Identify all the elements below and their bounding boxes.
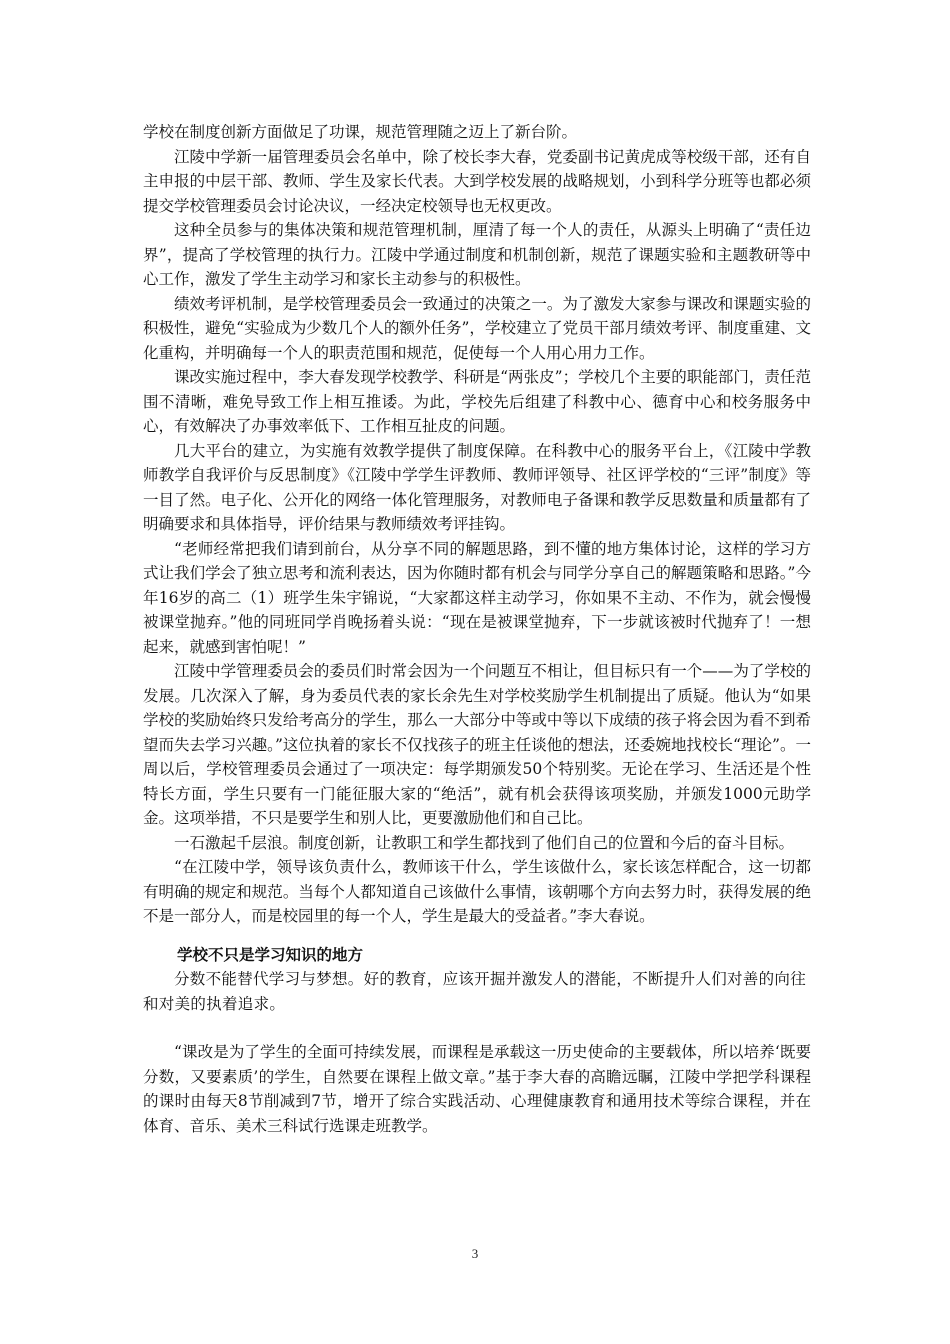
paragraph-3: 这种全员参与的集体决策和规范管理机制，厘清了每一个人的责任，从源头上明确了“责任边界”，提高了学校管理的执行力。江陵中学通过制度和机制创新，规范了课题实验和主题教研等中心工作，激发了学生主动学习和家长主动参与的积极性。 [143, 221, 811, 288]
section-heading: 学校不只是学习知识的地方 [177, 944, 364, 964]
section-spacer [143, 929, 811, 943]
paragraph-8: 江陵中学管理委员会的委员们时常会因为一个问题互不相让，但目标只有一个——为了学校的发展。几次深入了解，身为委员代表的家长余先生对学校奖励学生机制提出了质疑。他认为“如果学校的奖励始终只发给考高分的学生，那么一大部分中等或中等以下成绩的孩子将会因为看不到希望而失去学习兴趣。”这位执着的家长不仅找孩子的班主任谈他的想法，还委婉地找校长“理论”。一周以后，学校管理委员会通过了一项决定：每学期颁发50个特别奖。无论在学习、生活还是个性特长方面，学生只要有一门能征服大家的“绝活”，就有机会获得该项奖励，并颁发1000元助学金。这项举措，不只是要学生和别人比，更要激励他们和自己比。 [143, 662, 811, 827]
document-page [143, 120, 811, 1138]
paragraph-11: “课改是为了学生的全面可持续发展，而课程是承载这一历史使命的主要载体，所以培养‘既要分数，又要素质’的学生，自然要在课程上做文章。”基于李大春的高瞻远瞩，江陵中学把学科课程的课时由每天8节削减到7节，增开了综合实践活动、心理健康教育和通用技术等综合课程，并在体育、音乐、美术三科试行选课走班教学。 [143, 1043, 811, 1135]
paragraph-7: “老师经常把我们请到前台，从分享不同的解题思路，到不懂的地方集体讨论，这样的学习方式让我们学会了独立思考和流利表达，因为你随时都有机会与同学分享自己的解题策略和思路。”今年16岁的高二（1）班学生朱宇锦说，“大家都这样主动学习，你如果不主动、不作为，就会慢慢被课堂抛弃。”他的同班同学肖晚扬着头说：“现在是被课堂抛弃，下一步就该被时代抛弃了！一想起来，就感到害怕呢！” [143, 539, 811, 656]
paragraph-4: 绩效考评机制，是学校管理委员会一致通过的决策之一。为了激发大家参与课改和课题实验的积极性，避免“实验成为少数几个人的额外任务”，学校建立了党员干部月绩效考评、制度重建、文化重构，并明确每一个人的职责范围和规范，促使每一个人用心用力工作。 [143, 294, 811, 362]
section-intro: 分数不能替代学习与梦想。好的教育，应该开掘并激发人的潜能，不断提升人们对善的向往和对美的执着追求。 [143, 970, 807, 1013]
paragraph-2: 江陵中学新一届管理委员会名单中，除了校长李大春，党委副书记黄虎成等校级干部，还有自主申报的中层干部、教师、学生及家长代表。大到学校发展的战略规划，小到科学分班等也都必须提交学校管理委员会讨论决议，一经决定校领导也无权更改。 [143, 147, 811, 215]
paragraph-10: “在江陵中学，领导该负责什么，教师该干什么，学生该做什么，家长该怎样配合，这一切都有明确的规定和规范。当每个人都知道自己该做什么事情，该朝哪个方向去努力时，获得发展的绝不是一部分人，而是校园里的每一个人，学生是最大的受益者。”李大春说。 [143, 858, 811, 925]
paragraph-9: 一石激起千层浪。制度创新，让教职工和学生都找到了他们自己的位置和今后的奋斗目标。 [174, 833, 795, 852]
blank-line [143, 1016, 811, 1040]
paragraph-5: 课改实施过程中，李大春发现学校教学、科研是“两张皮”；学校几个主要的职能部门，责任范围不清晰，难免导致工作上相互推诿。为此，学校先后组建了科教中心、德育中心和校务服务中心，有效解决了办事效率低下、工作相互扯皮的问题。 [143, 368, 811, 435]
paragraph-6: 几大平台的建立，为实施有效教学提供了制度保障。在科教中心的服务平台上，《江陵中学教师教学自我评价与反思制度》《江陵中学学生评教师、教师评领导、社区评学校的“三评”制度》等一目了然。电子化、公开化的网络一体化管理服务，对教师电子备课和教学反思数量和质量都有了明确要求和具体指导，评价结果与教师绩效考评挂钩。 [143, 441, 811, 533]
paragraph-1: 学校在制度创新方面做足了功课，规范管理随之迈上了新台阶。 [143, 123, 578, 141]
page-number: 3 [471, 1246, 479, 1261]
